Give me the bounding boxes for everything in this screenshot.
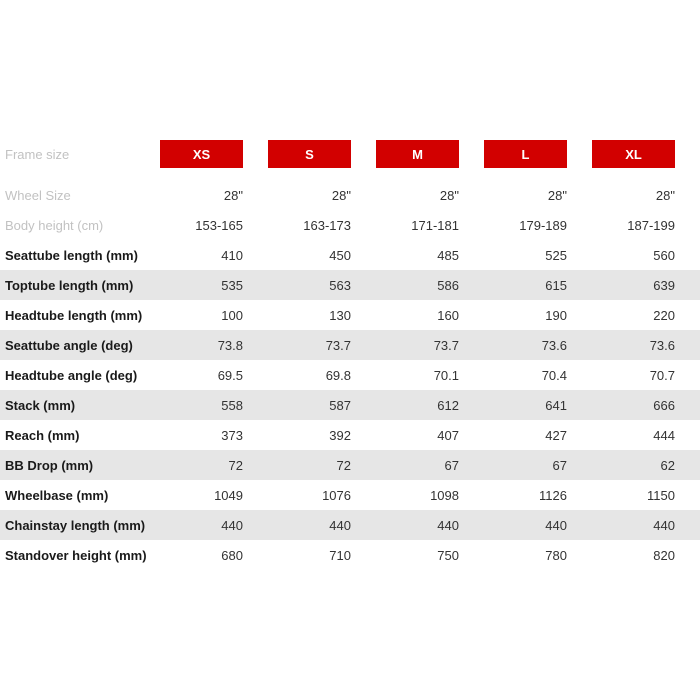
value-cell-l: 73.6 bbox=[541, 337, 567, 353]
row-label: Wheel Size bbox=[5, 187, 71, 203]
row-label: Headtube angle (deg) bbox=[5, 367, 138, 383]
value-cell-xl: 1150 bbox=[647, 487, 675, 503]
value-cell-s: 28" bbox=[331, 187, 351, 203]
row-reach bbox=[0, 420, 700, 450]
value-cell-xl: 73.6 bbox=[649, 337, 675, 353]
value-cell-l: 28" bbox=[547, 187, 567, 203]
value-cell-m: 160 bbox=[437, 307, 459, 323]
value-cell-xs: 72 bbox=[228, 457, 243, 473]
value-cell-l: 70.4 bbox=[541, 367, 567, 383]
value-cell-l: 1126 bbox=[539, 487, 567, 503]
value-cell-xs: 440 bbox=[221, 517, 243, 533]
value-cell-m: 67 bbox=[444, 457, 459, 473]
geometry-rows bbox=[0, 180, 700, 570]
value-cell-l: 190 bbox=[545, 307, 567, 323]
value-cell-l: 67 bbox=[552, 457, 567, 473]
size-buttons bbox=[155, 140, 700, 168]
value-cell-l: 525 bbox=[545, 247, 567, 263]
row-headtube-length bbox=[0, 300, 700, 330]
value-cell-xl: 639 bbox=[653, 277, 675, 293]
row-seattube-angle bbox=[0, 330, 700, 360]
row-values bbox=[155, 188, 700, 203]
value-cell-xs: 69.5 bbox=[217, 367, 243, 383]
row-label: Toptube length (mm) bbox=[5, 277, 134, 293]
value-cell-xl: 220 bbox=[653, 307, 675, 323]
value-cell-xl: 28" bbox=[655, 187, 675, 203]
row-label: Stack (mm) bbox=[5, 397, 76, 413]
value-cell-s: 440 bbox=[329, 517, 351, 533]
value-cell-xs: 100 bbox=[221, 307, 243, 323]
row-values bbox=[155, 548, 700, 563]
value-cell-s: 587 bbox=[329, 397, 351, 413]
value-cell-m: 485 bbox=[437, 247, 459, 263]
row-label: Seattube angle (deg) bbox=[5, 337, 133, 353]
value-cell-xs: 680 bbox=[221, 547, 243, 563]
value-cell-l: 780 bbox=[545, 547, 567, 563]
value-cell-s: 163-173 bbox=[303, 217, 351, 233]
value-cell-m: 586 bbox=[437, 277, 459, 293]
value-cell-m: 73.7 bbox=[433, 337, 459, 353]
row-values bbox=[155, 398, 700, 413]
value-cell-xl: 560 bbox=[653, 247, 675, 263]
frame-size-label: Frame size bbox=[5, 146, 70, 162]
value-cell-s: 69.8 bbox=[325, 367, 351, 383]
value-cell-s: 392 bbox=[329, 427, 351, 443]
frame-size-header-row bbox=[0, 139, 700, 169]
value-cell-m: 171-181 bbox=[411, 217, 459, 233]
row-values bbox=[155, 488, 700, 503]
value-cell-s: 563 bbox=[329, 277, 351, 293]
value-cell-xs: 373 bbox=[221, 427, 243, 443]
row-values bbox=[155, 248, 700, 263]
row-seattube-length bbox=[0, 240, 700, 270]
value-cell-s: 1076 bbox=[322, 487, 351, 503]
value-cell-xl: 440 bbox=[653, 517, 675, 533]
row-label: Wheelbase (mm) bbox=[5, 487, 109, 503]
size-button-xs[interactable]: XS bbox=[160, 140, 243, 168]
value-cell-xs: 1049 bbox=[214, 487, 243, 503]
value-cell-s: 710 bbox=[329, 547, 351, 563]
row-label: Reach (mm) bbox=[5, 427, 80, 443]
row-wheel-size bbox=[0, 180, 700, 210]
value-cell-m: 407 bbox=[437, 427, 459, 443]
size-button-l[interactable]: L bbox=[484, 140, 567, 168]
size-button-s[interactable]: S bbox=[268, 140, 351, 168]
row-values bbox=[155, 218, 700, 233]
value-cell-m: 612 bbox=[437, 397, 459, 413]
row-values bbox=[155, 428, 700, 443]
value-cell-xs: 153-165 bbox=[195, 217, 243, 233]
value-cell-xs: 410 bbox=[221, 247, 243, 263]
size-button-m[interactable]: M bbox=[376, 140, 459, 168]
row-toptube-length bbox=[0, 270, 700, 300]
row-body-height bbox=[0, 210, 700, 240]
row-chainstay-length bbox=[0, 510, 700, 540]
row-standover-height bbox=[0, 540, 700, 570]
row-label: Body height (cm) bbox=[5, 217, 104, 233]
value-cell-xs: 73.8 bbox=[217, 337, 243, 353]
value-cell-xl: 187-199 bbox=[627, 217, 675, 233]
value-cell-xl: 62 bbox=[660, 457, 675, 473]
value-cell-xl: 666 bbox=[653, 397, 675, 413]
value-cell-s: 72 bbox=[336, 457, 351, 473]
value-cell-s: 130 bbox=[329, 307, 351, 323]
value-cell-m: 440 bbox=[437, 517, 459, 533]
row-values bbox=[155, 278, 700, 293]
geometry-table bbox=[0, 139, 700, 570]
value-cell-m: 1098 bbox=[430, 487, 459, 503]
row-values bbox=[155, 368, 700, 383]
row-bb-drop bbox=[0, 450, 700, 480]
row-values bbox=[155, 308, 700, 323]
size-button-xl[interactable]: XL bbox=[592, 140, 675, 168]
value-cell-xl: 70.7 bbox=[649, 367, 675, 383]
row-label: Seattube length (mm) bbox=[5, 247, 138, 263]
row-headtube-angle bbox=[0, 360, 700, 390]
value-cell-m: 750 bbox=[437, 547, 459, 563]
value-cell-m: 70.1 bbox=[433, 367, 459, 383]
value-cell-s: 73.7 bbox=[325, 337, 351, 353]
row-label: Headtube length (mm) bbox=[5, 307, 143, 323]
row-values bbox=[155, 518, 700, 533]
value-cell-xs: 558 bbox=[221, 397, 243, 413]
value-cell-xs: 28" bbox=[223, 187, 243, 203]
value-cell-l: 615 bbox=[545, 277, 567, 293]
value-cell-xs: 535 bbox=[221, 277, 243, 293]
value-cell-l: 179-189 bbox=[519, 217, 567, 233]
value-cell-l: 641 bbox=[545, 397, 567, 413]
row-label: BB Drop (mm) bbox=[5, 457, 94, 473]
row-stack bbox=[0, 390, 700, 420]
row-label: Standover height (mm) bbox=[5, 547, 147, 563]
value-cell-xl: 444 bbox=[653, 427, 675, 443]
value-cell-s: 450 bbox=[329, 247, 351, 263]
row-values bbox=[155, 338, 700, 353]
value-cell-m: 28" bbox=[439, 187, 459, 203]
value-cell-l: 440 bbox=[545, 517, 567, 533]
value-cell-l: 427 bbox=[545, 427, 567, 443]
row-values bbox=[155, 458, 700, 473]
value-cell-xl: 820 bbox=[653, 547, 675, 563]
row-wheelbase bbox=[0, 480, 700, 510]
row-label: Chainstay length (mm) bbox=[5, 517, 146, 533]
